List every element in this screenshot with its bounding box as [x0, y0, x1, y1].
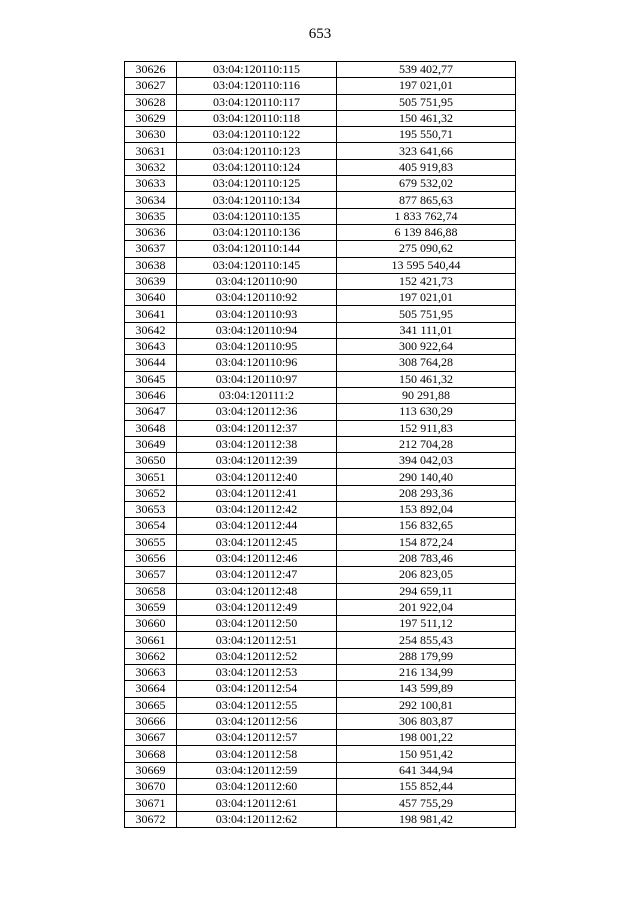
value-cell: 405 919,83	[337, 159, 516, 175]
row-number-cell: 30658	[125, 583, 177, 599]
value-cell: 152 421,73	[337, 273, 516, 289]
table-row	[125, 664, 516, 680]
table-row	[125, 583, 516, 599]
cadastral-number-cell: 03:04:120110:117	[177, 94, 337, 110]
table-row	[125, 502, 516, 518]
value-cell: 6 139 846,88	[337, 224, 516, 240]
cadastral-number-cell: 03:04:120110:123	[177, 143, 337, 159]
table-row	[125, 127, 516, 143]
row-number-cell: 30629	[125, 110, 177, 126]
table-row	[125, 648, 516, 664]
value-cell: 457 755,29	[337, 795, 516, 811]
value-cell: 113 630,29	[337, 404, 516, 420]
value-cell: 208 783,46	[337, 550, 516, 566]
table-row	[125, 811, 516, 827]
row-number-cell: 30646	[125, 387, 177, 403]
table-row	[125, 534, 516, 550]
value-cell: 275 090,62	[337, 241, 516, 257]
cadastral-number-cell: 03:04:120110:97	[177, 371, 337, 387]
row-number-cell: 30640	[125, 290, 177, 306]
row-number-cell: 30664	[125, 681, 177, 697]
value-cell: 290 140,40	[337, 469, 516, 485]
cadastral-number-cell: 03:04:120110:116	[177, 78, 337, 94]
cadastral-number-cell: 03:04:120112:38	[177, 436, 337, 452]
table-row	[125, 567, 516, 583]
table-row	[125, 143, 516, 159]
table-row	[125, 273, 516, 289]
table-row	[125, 404, 516, 420]
row-number-cell: 30643	[125, 339, 177, 355]
table-row	[125, 224, 516, 240]
cadastral-number-cell: 03:04:120112:42	[177, 502, 337, 518]
row-number-cell: 30669	[125, 762, 177, 778]
value-cell: 154 872,24	[337, 534, 516, 550]
row-number-cell: 30652	[125, 485, 177, 501]
cadastral-number-cell: 03:04:120110:90	[177, 273, 337, 289]
row-number-cell: 30662	[125, 648, 177, 664]
cadastral-number-cell: 03:04:120112:51	[177, 632, 337, 648]
table-row	[125, 94, 516, 110]
row-number-cell: 30645	[125, 371, 177, 387]
cadastral-number-cell: 03:04:120112:55	[177, 697, 337, 713]
value-cell: 254 855,43	[337, 632, 516, 648]
table-row	[125, 290, 516, 306]
row-number-cell: 30670	[125, 779, 177, 795]
row-number-cell: 30666	[125, 713, 177, 729]
value-cell: 197 511,12	[337, 616, 516, 632]
row-number-cell: 30647	[125, 404, 177, 420]
value-cell: 294 659,11	[337, 583, 516, 599]
table-row	[125, 713, 516, 729]
cadastral-number-cell: 03:04:120110:124	[177, 159, 337, 175]
table-row	[125, 208, 516, 224]
row-number-cell: 30663	[125, 664, 177, 680]
table-row	[125, 762, 516, 778]
row-number-cell: 30626	[125, 62, 177, 78]
cadastral-number-cell: 03:04:120110:94	[177, 322, 337, 338]
cadastral-number-cell: 03:04:120112:59	[177, 762, 337, 778]
table-row	[125, 518, 516, 534]
value-cell: 206 823,05	[337, 567, 516, 583]
row-number-cell: 30628	[125, 94, 177, 110]
table-row	[125, 550, 516, 566]
cadastral-number-cell: 03:04:120112:39	[177, 453, 337, 469]
row-number-cell: 30654	[125, 518, 177, 534]
value-cell: 306 803,87	[337, 713, 516, 729]
row-number-cell: 30644	[125, 355, 177, 371]
table-row	[125, 485, 516, 501]
table-row	[125, 469, 516, 485]
value-cell: 292 100,81	[337, 697, 516, 713]
value-cell: 90 291,88	[337, 387, 516, 403]
value-cell: 212 704,28	[337, 436, 516, 452]
table-row	[125, 339, 516, 355]
cadastral-number-cell: 03:04:120112:53	[177, 664, 337, 680]
cadastral-number-cell: 03:04:120112:60	[177, 779, 337, 795]
value-cell: 539 402,77	[337, 62, 516, 78]
row-number-cell: 30661	[125, 632, 177, 648]
row-number-cell: 30648	[125, 420, 177, 436]
table-row	[125, 453, 516, 469]
registry-table	[124, 61, 516, 828]
row-number-cell: 30636	[125, 224, 177, 240]
cadastral-number-cell: 03:04:120110:118	[177, 110, 337, 126]
value-cell: 150 951,42	[337, 746, 516, 762]
value-cell: 341 111,01	[337, 322, 516, 338]
row-number-cell: 30639	[125, 273, 177, 289]
cadastral-number-cell: 03:04:120110:122	[177, 127, 337, 143]
cadastral-number-cell: 03:04:120112:41	[177, 485, 337, 501]
cadastral-number-cell: 03:04:120112:45	[177, 534, 337, 550]
value-cell: 153 892,04	[337, 502, 516, 518]
cadastral-number-cell: 03:04:120112:54	[177, 681, 337, 697]
value-cell: 150 461,32	[337, 110, 516, 126]
value-cell: 197 021,01	[337, 78, 516, 94]
value-cell: 198 001,22	[337, 730, 516, 746]
row-number-cell: 30653	[125, 502, 177, 518]
value-cell: 308 764,28	[337, 355, 516, 371]
value-cell: 197 021,01	[337, 290, 516, 306]
table-row	[125, 746, 516, 762]
cadastral-number-cell: 03:04:120112:47	[177, 567, 337, 583]
cadastral-number-cell: 03:04:120110:134	[177, 192, 337, 208]
table-row	[125, 730, 516, 746]
row-number-cell: 30633	[125, 176, 177, 192]
cadastral-number-cell: 03:04:120112:62	[177, 811, 337, 827]
cadastral-number-cell: 03:04:120112:40	[177, 469, 337, 485]
cadastral-number-cell: 03:04:120110:115	[177, 62, 337, 78]
row-number-cell: 30627	[125, 78, 177, 94]
row-number-cell: 30641	[125, 306, 177, 322]
row-number-cell: 30656	[125, 550, 177, 566]
cadastral-number-cell: 03:04:120112:37	[177, 420, 337, 436]
table-row	[125, 110, 516, 126]
cadastral-number-cell: 03:04:120112:44	[177, 518, 337, 534]
value-cell: 641 344,94	[337, 762, 516, 778]
value-cell: 323 641,66	[337, 143, 516, 159]
value-cell: 155 852,44	[337, 779, 516, 795]
cadastral-number-cell: 03:04:120112:50	[177, 616, 337, 632]
value-cell: 208 293,36	[337, 485, 516, 501]
row-number-cell: 30650	[125, 453, 177, 469]
row-number-cell: 30637	[125, 241, 177, 257]
row-number-cell: 30634	[125, 192, 177, 208]
value-cell: 152 911,83	[337, 420, 516, 436]
cadastral-number-cell: 03:04:120112:56	[177, 713, 337, 729]
row-number-cell: 30655	[125, 534, 177, 550]
value-cell: 143 599,89	[337, 681, 516, 697]
cadastral-number-cell: 03:04:120110:93	[177, 306, 337, 322]
cadastral-number-cell: 03:04:120112:61	[177, 795, 337, 811]
cadastral-number-cell: 03:04:120112:36	[177, 404, 337, 420]
row-number-cell: 30660	[125, 616, 177, 632]
row-number-cell: 30671	[125, 795, 177, 811]
value-cell: 505 751,95	[337, 306, 516, 322]
value-cell: 394 042,03	[337, 453, 516, 469]
value-cell: 877 865,63	[337, 192, 516, 208]
cadastral-number-cell: 03:04:120110:125	[177, 176, 337, 192]
row-number-cell: 30649	[125, 436, 177, 452]
cadastral-number-cell: 03:04:120112:52	[177, 648, 337, 664]
table-row	[125, 159, 516, 175]
row-number-cell: 30668	[125, 746, 177, 762]
cadastral-number-cell: 03:04:120110:144	[177, 241, 337, 257]
cadastral-number-cell: 03:04:120110:136	[177, 224, 337, 240]
table-row	[125, 616, 516, 632]
cadastral-number-cell: 03:04:120110:135	[177, 208, 337, 224]
row-number-cell: 30651	[125, 469, 177, 485]
row-number-cell: 30635	[125, 208, 177, 224]
cadastral-number-cell: 03:04:120112:49	[177, 599, 337, 615]
row-number-cell: 30665	[125, 697, 177, 713]
table-row	[125, 371, 516, 387]
row-number-cell: 30642	[125, 322, 177, 338]
table-row	[125, 697, 516, 713]
value-cell: 288 179,99	[337, 648, 516, 664]
table-row	[125, 779, 516, 795]
row-number-cell: 30630	[125, 127, 177, 143]
cadastral-number-cell: 03:04:120111:2	[177, 387, 337, 403]
value-cell: 156 832,65	[337, 518, 516, 534]
cadastral-number-cell: 03:04:120112:58	[177, 746, 337, 762]
cadastral-number-cell: 03:04:120110:96	[177, 355, 337, 371]
registry-table-body	[125, 62, 516, 828]
table-row	[125, 599, 516, 615]
row-number-cell: 30631	[125, 143, 177, 159]
row-number-cell: 30632	[125, 159, 177, 175]
table-row	[125, 62, 516, 78]
table-row	[125, 387, 516, 403]
table-row	[125, 436, 516, 452]
table-row	[125, 192, 516, 208]
table-row	[125, 322, 516, 338]
cadastral-number-cell: 03:04:120110:145	[177, 257, 337, 273]
table-row	[125, 632, 516, 648]
row-number-cell: 30638	[125, 257, 177, 273]
table-row	[125, 176, 516, 192]
row-number-cell: 30657	[125, 567, 177, 583]
value-cell: 13 595 540,44	[337, 257, 516, 273]
value-cell: 505 751,95	[337, 94, 516, 110]
cadastral-number-cell: 03:04:120110:92	[177, 290, 337, 306]
table-row	[125, 241, 516, 257]
value-cell: 300 922,64	[337, 339, 516, 355]
value-cell: 195 550,71	[337, 127, 516, 143]
table-row	[125, 257, 516, 273]
row-number-cell: 30659	[125, 599, 177, 615]
page-number: 653	[308, 26, 332, 42]
table-row	[125, 420, 516, 436]
table-row	[125, 795, 516, 811]
value-cell: 216 134,99	[337, 664, 516, 680]
cadastral-number-cell: 03:04:120112:57	[177, 730, 337, 746]
value-cell: 198 981,42	[337, 811, 516, 827]
value-cell: 150 461,32	[337, 371, 516, 387]
row-number-cell: 30672	[125, 811, 177, 827]
value-cell: 679 532,02	[337, 176, 516, 192]
cadastral-number-cell: 03:04:120112:46	[177, 550, 337, 566]
value-cell: 1 833 762,74	[337, 208, 516, 224]
row-number-cell: 30667	[125, 730, 177, 746]
table-row	[125, 681, 516, 697]
table-row	[125, 355, 516, 371]
cadastral-number-cell: 03:04:120110:95	[177, 339, 337, 355]
table-row	[125, 306, 516, 322]
value-cell: 201 922,04	[337, 599, 516, 615]
cadastral-number-cell: 03:04:120112:48	[177, 583, 337, 599]
table-row	[125, 78, 516, 94]
